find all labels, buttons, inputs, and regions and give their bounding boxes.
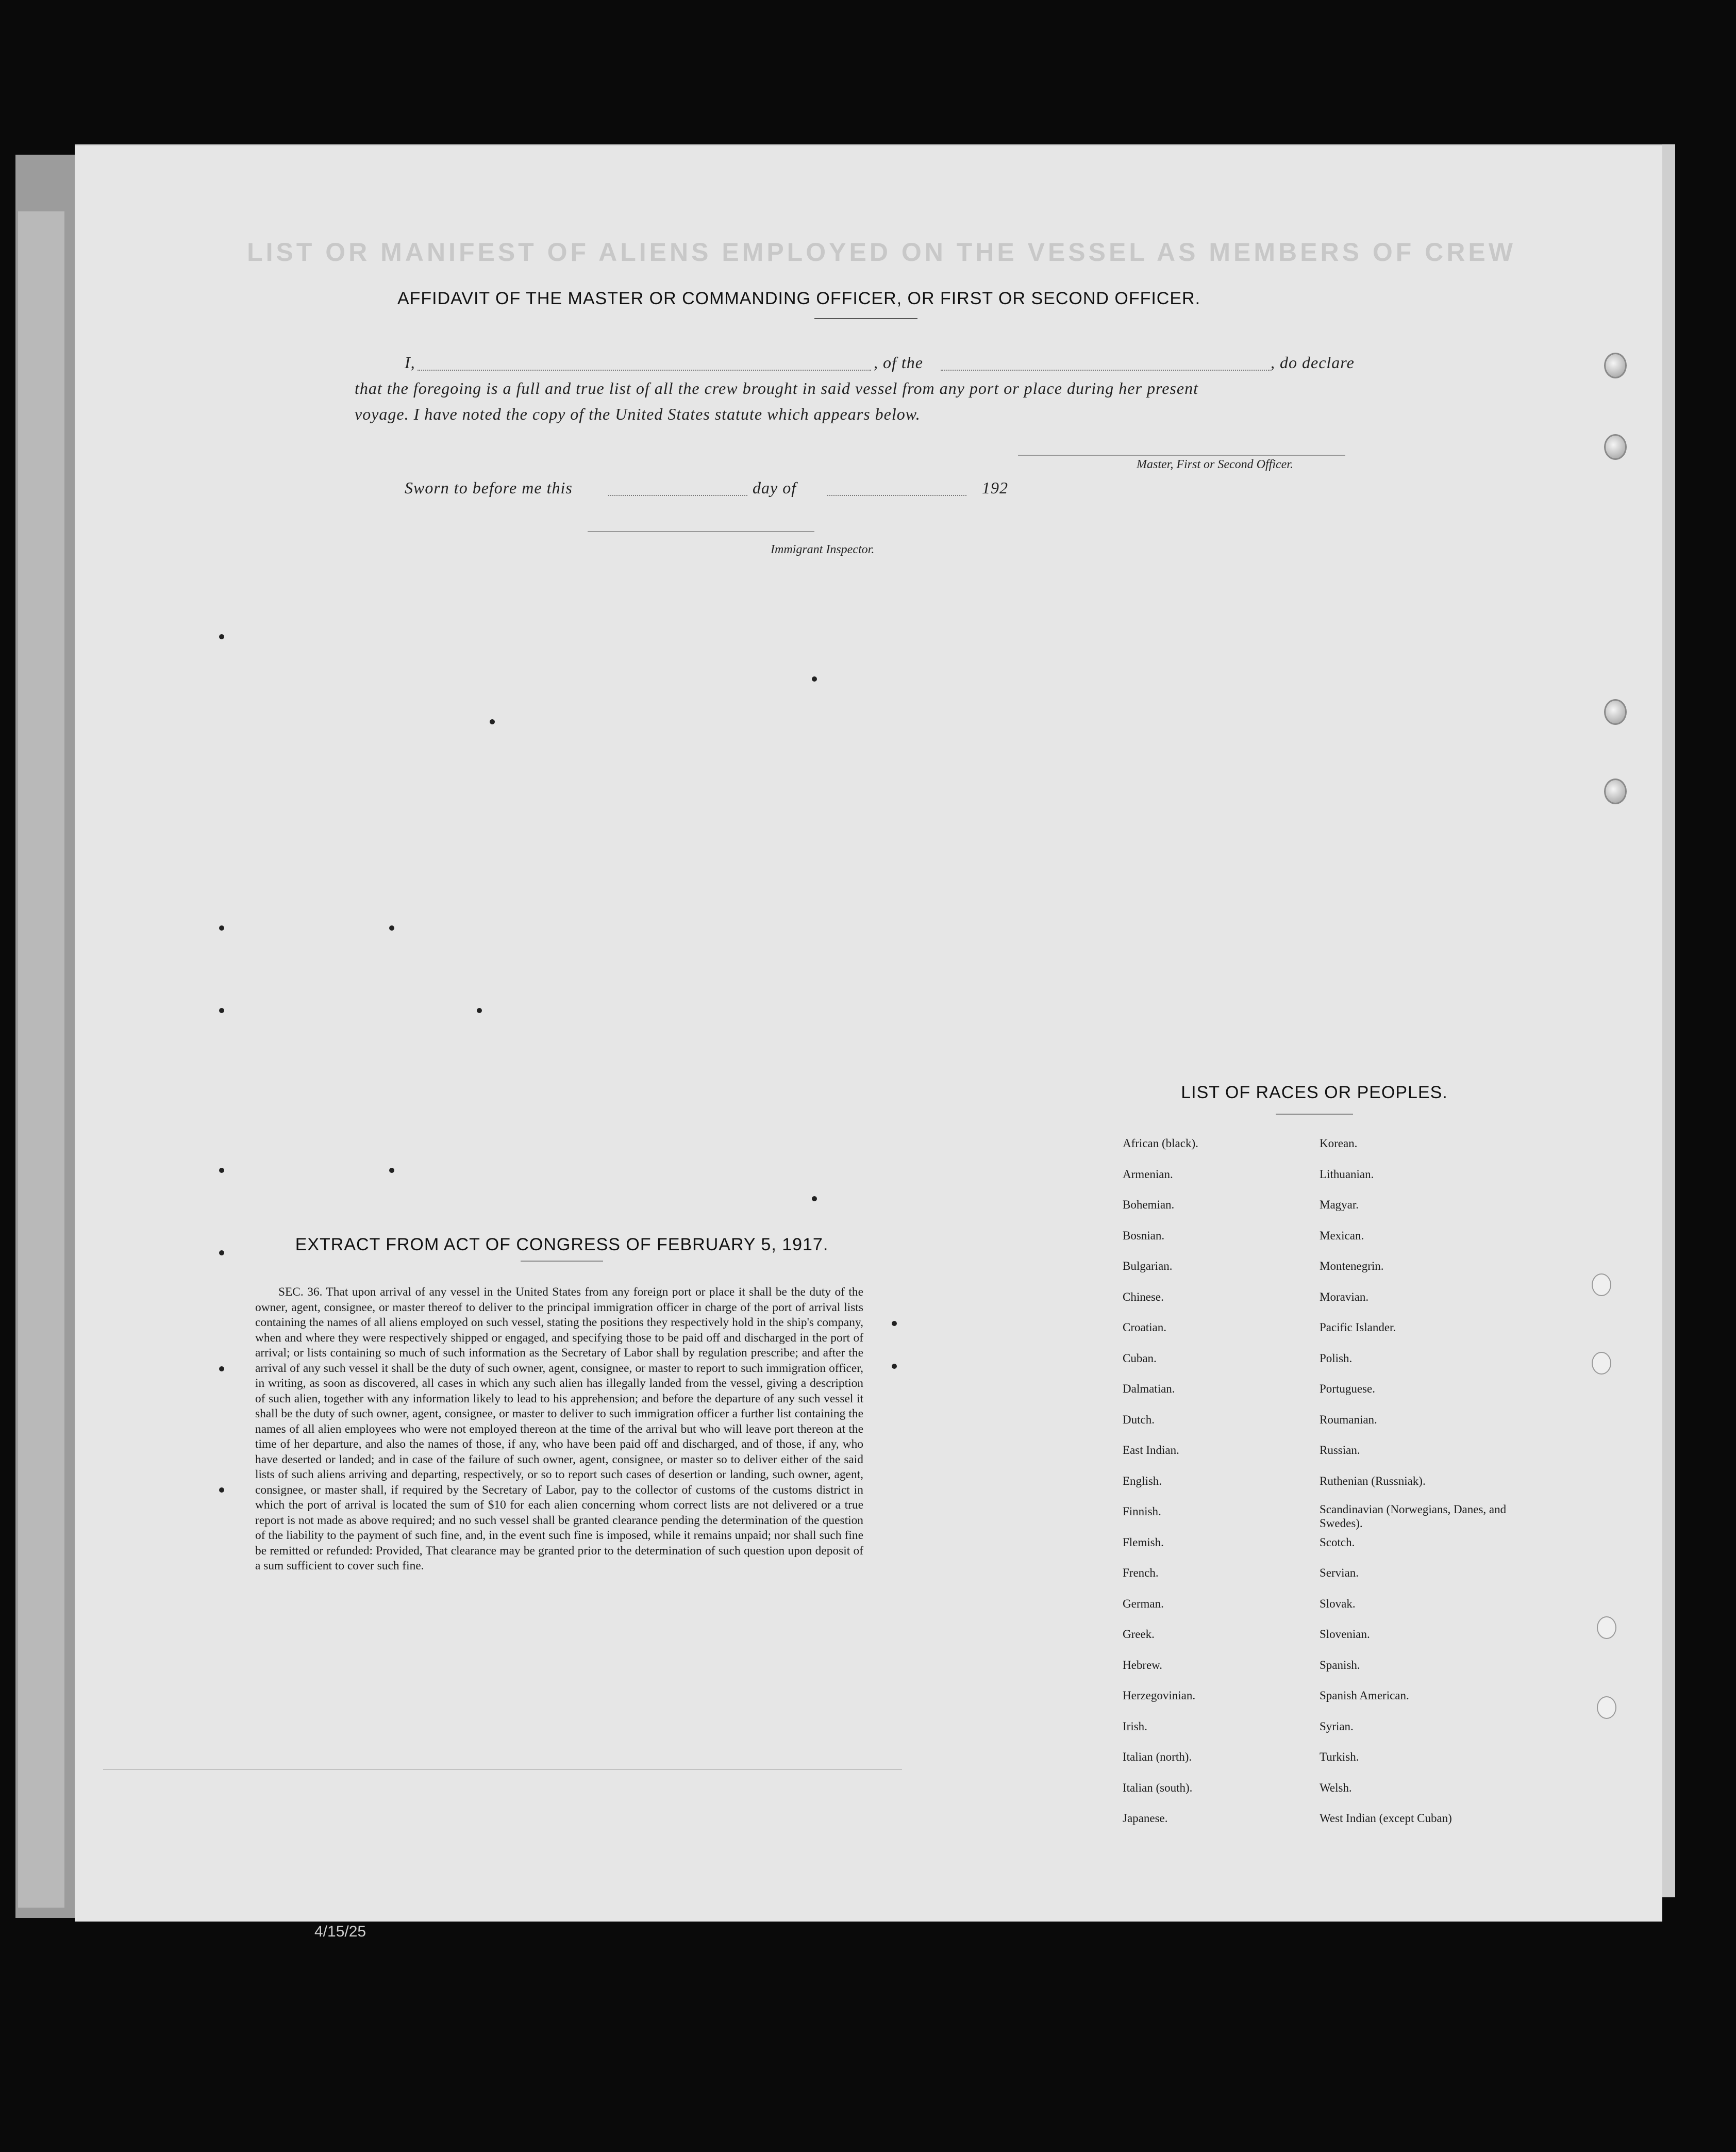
bleed-dot — [490, 719, 495, 724]
bleed-dot — [477, 1008, 482, 1013]
race-item: Mexican. — [1320, 1229, 1364, 1242]
race-item: Bohemian. — [1123, 1198, 1175, 1211]
name-blank — [418, 370, 871, 371]
race-item: Irish. — [1123, 1719, 1147, 1733]
race-item: Polish. — [1320, 1351, 1353, 1365]
bleed-dot — [892, 1364, 897, 1369]
race-item: Portuguese. — [1320, 1382, 1375, 1395]
race-item: Italian (north). — [1123, 1750, 1192, 1763]
race-item: Greek. — [1123, 1628, 1155, 1641]
affidavit-line-i: I, — [405, 353, 415, 372]
race-item: West Indian (except Cuban) — [1320, 1812, 1452, 1825]
race-item: Turkish. — [1320, 1750, 1359, 1763]
bleed-dot — [219, 1366, 224, 1371]
race-item: Korean. — [1320, 1137, 1358, 1150]
race-item: Servian. — [1320, 1566, 1359, 1579]
race-item: Magyar. — [1320, 1198, 1359, 1211]
race-item: Syrian. — [1320, 1719, 1354, 1733]
bleed-dot — [219, 925, 224, 931]
binder-ring-icon — [1604, 699, 1627, 725]
race-item: Italian (south). — [1123, 1781, 1193, 1794]
day-of-text: day of — [753, 478, 797, 497]
bleed-dot — [812, 676, 817, 682]
affidavit-line-2: that the foregoing is a full and true list of all the crew brought in said vessel from any port or place during her present — [355, 379, 1198, 398]
adjacent-page-edge — [18, 211, 64, 1908]
extract-body: SEC. 36. That upon arrival of any vessel in the United States from any foreign port or place it shall be the duty of the owner, agent, consignee, or master thereof to deliver to the principal immigration officer in charge of the port of arrival lists containing the names of all aliens employed on such vessel, stating the positions they respectively hold in the ship's company, when and where they were respectively shipped or engaged, and specifying those to be paid off and discharged in the port of arrival; or lists containing so much of such information as the Secretary of Labor shall by regulation prescribe; and after the arrival of any such vessel it shall be the duty of such owner, agent, consignee, or master to report to such immigration officer, in writing, as soon as discovered, all cases in which any such alien has illegally landed from the vessel, giving a description of such alien, together with any information likely to lead to his apprehension; and before the departure of any such vessel it shall be the duty of such owner, agent, consignee, or master to deliver to such immigration officer a further list containing the names of all alien employees who were not employed thereon at the time of the arrival but who will leave port thereon at the time of her departure, and also the names of those, if any, who have been paid off and discharged, and of those, if any, who have deserted or landed; and in case of the failure of such owner, agent, consignee, or master so to deliver either of the said lists of such aliens arriving and departing, respectively, or so to report such cases of desertion or landing, such owner, agent, consignee, or master shall, if required by the Secretary of Labor, pay to the collector of customs of the customs district in which the port of arrival is located the sum of $10 for each alien concerning whom correct lists are not delivered or a true report is not made as above required; and no such vessel shall be granted clearance pending the determination of the question of the liability to the payment of such fine, and, in the event such fine is imposed, while it remains unpaid; nor shall such fine be remitted or refunded: Provided, That clearance may be granted prior to the determination of such question upon deposit of a sum sufficient to cover such fine. — [255, 1285, 863, 1572]
races-title: LIST OF RACES OR PEOPLES. — [1181, 1083, 1448, 1102]
bleed-dot — [389, 925, 394, 931]
race-item: Montenegrin. — [1320, 1260, 1384, 1272]
master-signature-line — [1018, 455, 1345, 456]
sworn-text: Sworn to before me this — [405, 478, 573, 497]
race-item: Scandinavian (Norwegians, Danes, and Swedes). — [1320, 1503, 1507, 1530]
race-item: German. — [1123, 1597, 1164, 1610]
affidavit-of-the: , of the — [874, 353, 923, 372]
punch-hole-icon — [1597, 1696, 1616, 1719]
bleed-dot — [812, 1196, 817, 1201]
punch-hole-icon — [1592, 1273, 1611, 1296]
race-item: Dutch. — [1123, 1413, 1155, 1426]
race-item: English. — [1123, 1474, 1162, 1487]
race-item: Spanish. — [1320, 1658, 1360, 1671]
extract-rule — [521, 1261, 603, 1262]
bleed-dot — [389, 1168, 394, 1173]
sworn-month-blank — [827, 495, 966, 496]
punch-hole-icon — [1592, 1352, 1611, 1375]
bleed-through-heading: LIST OR MANIFEST OF ALIENS EMPLOYED ON THE VESSEL AS MEMBERS OF CREW — [247, 238, 1516, 267]
race-item: Cuban. — [1123, 1351, 1157, 1365]
bleed-dot — [219, 1487, 224, 1493]
race-item: Hebrew. — [1123, 1658, 1163, 1671]
race-item: Ruthenian (Russniak). — [1320, 1474, 1426, 1487]
race-item: Russian. — [1320, 1444, 1360, 1456]
title-rule — [814, 318, 917, 319]
master-caption: Master, First or Second Officer. — [1137, 458, 1293, 471]
binder-ring-icon — [1604, 434, 1627, 460]
race-item: Slovenian. — [1320, 1628, 1370, 1641]
edge-note: 4/15/25 — [314, 1923, 366, 1940]
race-item: Bosnian. — [1123, 1229, 1165, 1242]
race-item: Flemish. — [1123, 1535, 1164, 1549]
race-item: Slovak. — [1320, 1597, 1356, 1610]
race-item: Herzegovinian. — [1123, 1689, 1196, 1702]
race-item: Roumanian. — [1320, 1413, 1377, 1426]
race-item: Finnish. — [1123, 1505, 1161, 1518]
race-item: Dalmatian. — [1123, 1382, 1175, 1395]
race-item: Moravian. — [1320, 1290, 1369, 1303]
affidavit-do-declare: , do declare — [1271, 353, 1355, 372]
inspector-signature-line — [588, 531, 814, 532]
race-item: Chinese. — [1123, 1290, 1164, 1303]
races-right-column — [1320, 1128, 1546, 1834]
race-item: Armenian. — [1123, 1167, 1173, 1181]
bottom-faint-rule — [103, 1769, 902, 1770]
race-item: Pacific Islander. — [1320, 1321, 1396, 1334]
bleed-dot — [219, 1250, 224, 1255]
affidavit-line-3: voyage. I have noted the copy of the United States statute which appears below. — [355, 405, 921, 423]
race-item: Welsh. — [1320, 1781, 1352, 1794]
race-item: Spanish American. — [1320, 1689, 1409, 1702]
race-item: Bulgarian. — [1123, 1260, 1173, 1272]
year-prefix: 192 — [982, 478, 1008, 497]
race-item: Lithuanian. — [1320, 1167, 1374, 1181]
race-item: French. — [1123, 1566, 1159, 1579]
race-item: East Indian. — [1123, 1444, 1179, 1456]
extract-title: EXTRACT FROM ACT OF CONGRESS OF FEBRUARY 5, 1917. — [295, 1235, 829, 1254]
affidavit-title: AFFIDAVIT OF THE MASTER OR COMMANDING OFFICER, OR FIRST OR SECOND OFFICER. — [397, 289, 1201, 308]
inspector-caption: Immigrant Inspector. — [771, 543, 875, 556]
bleed-dot — [219, 1008, 224, 1013]
races-rule — [1276, 1114, 1353, 1115]
bleed-dot — [219, 1168, 224, 1173]
bleed-dot — [219, 634, 224, 639]
punch-hole-icon — [1597, 1616, 1616, 1639]
bleed-dot — [892, 1321, 897, 1326]
sworn-day-blank — [608, 495, 747, 496]
race-item: Japanese. — [1123, 1812, 1168, 1825]
races-left-column — [1123, 1128, 1198, 1834]
race-item: Croatian. — [1123, 1321, 1166, 1334]
race-item: African (black). — [1123, 1137, 1198, 1150]
race-item: Scotch. — [1320, 1535, 1355, 1549]
binder-ring-icon — [1604, 779, 1627, 804]
binder-ring-icon — [1604, 353, 1627, 378]
vessel-blank — [941, 370, 1271, 371]
